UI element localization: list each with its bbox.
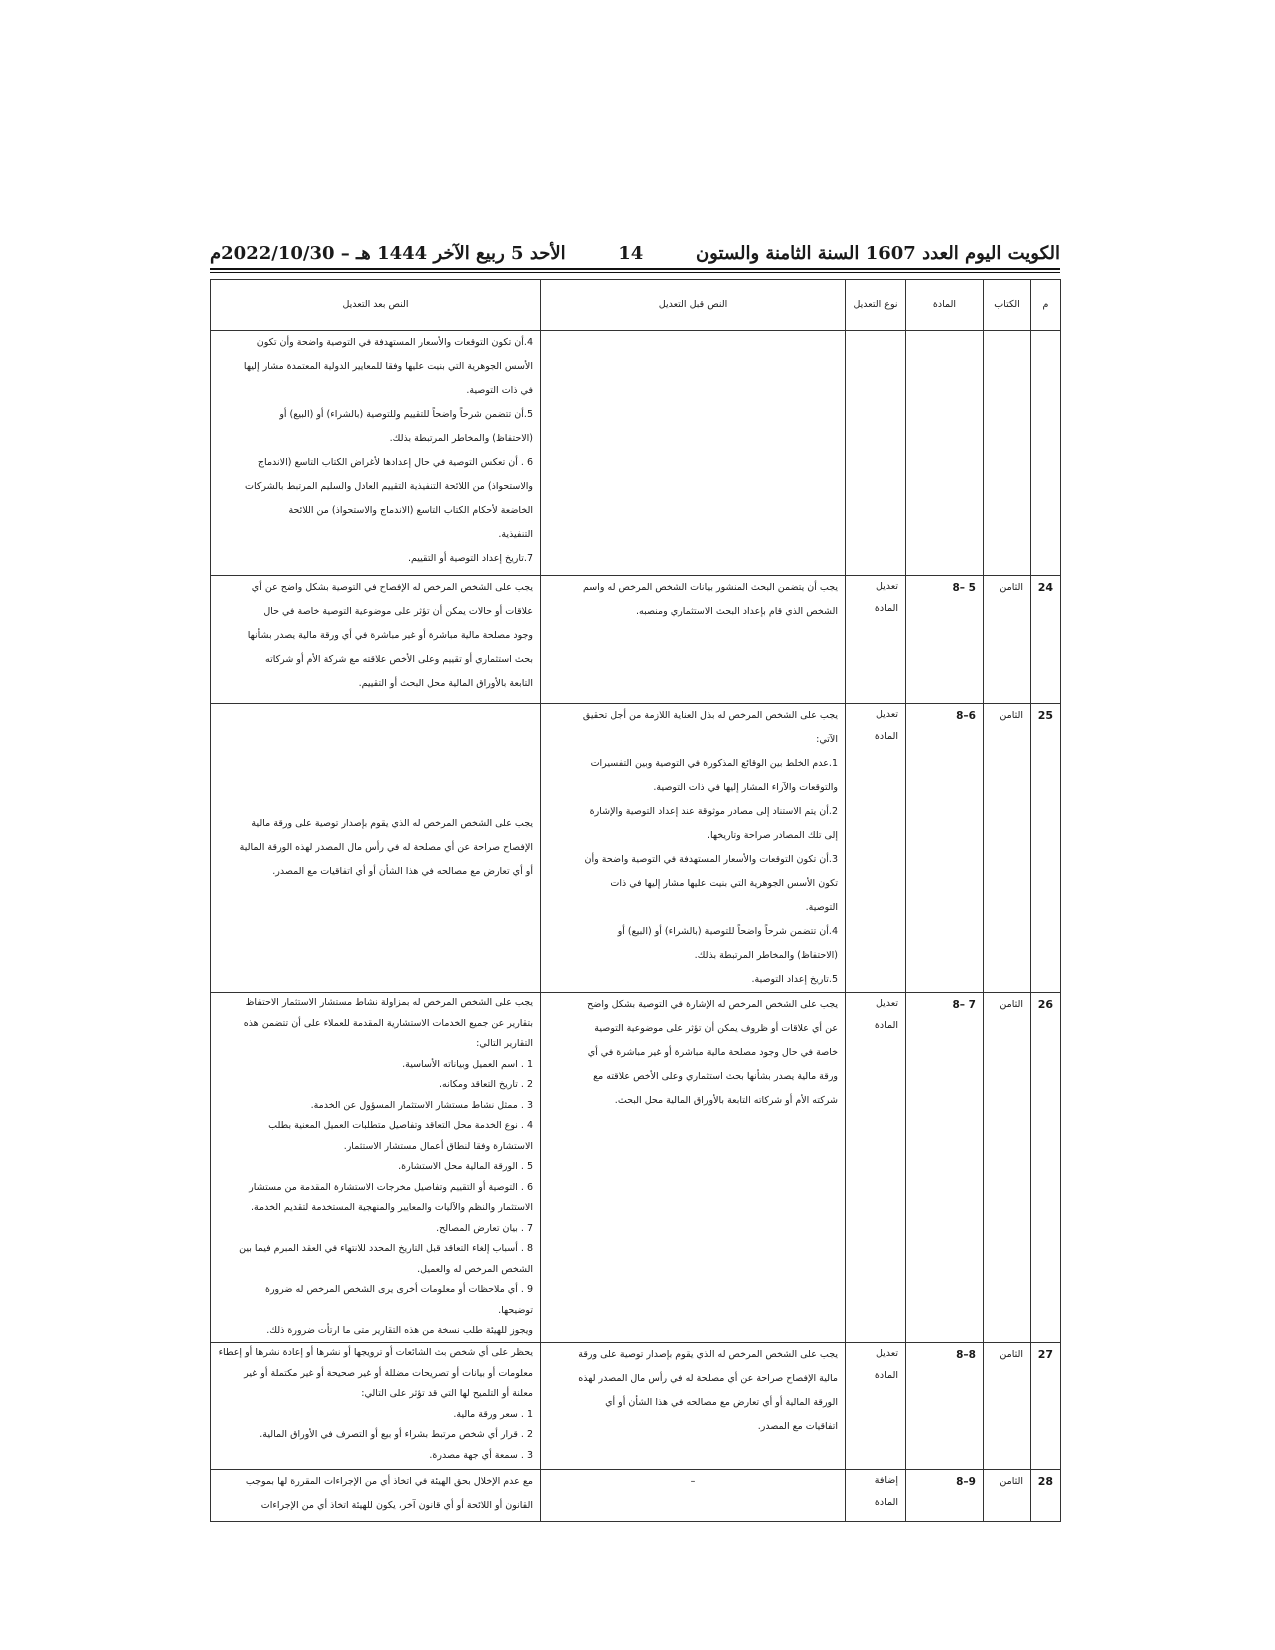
text-line: يجب على الشخص المرخص له الذي يقوم بإصدار توصية على ورقة xyxy=(578,1349,838,1360)
cell-num: 28 xyxy=(1031,1470,1061,1522)
cell-book: الثامن xyxy=(984,993,1031,1343)
header-rule-thin xyxy=(210,272,1060,273)
text-line: بتقارير عن جميع الخدمات الاستشارية المقدمة للعملاء على أن تتضمن هذه xyxy=(243,1017,533,1029)
text-line: يحظر على أي شخص بث الشائعات أو ترويجها أو نشرها أو إعادة نشرها أو إعطاء xyxy=(218,1347,533,1358)
text-line: وجود مصلحة مالية مباشرة أو غير مباشرة في أي ورقة مالية يصدر بشأنها xyxy=(247,630,533,641)
cell-num xyxy=(1031,331,1061,576)
col-header-after: النص بعد التعديل xyxy=(211,280,541,331)
text-line: تعديل xyxy=(875,709,898,720)
cell-article: 8–9 xyxy=(906,1470,984,1522)
cell-type xyxy=(846,704,906,993)
text-line: مالية الإفصاح صراحة عن أي مصلحة له في رأس مال المصدر لهذه xyxy=(578,1373,838,1384)
text-line: تعديل xyxy=(875,998,898,1009)
cell-article: 8– 5 xyxy=(906,576,984,704)
text-line: الآتي: xyxy=(816,734,838,745)
text-line: في ذات التوصية. xyxy=(466,385,533,396)
text-line: 2 . قرار أي شخص مرتبط بشراء أو بيع أو التصرف في الأوراق المالية. xyxy=(259,1429,533,1440)
cell-article xyxy=(906,331,984,576)
col-header-book: الكتاب xyxy=(984,280,1031,331)
cell-article: 8–8 xyxy=(906,1343,984,1470)
text-line: اتفاقيات مع المصدر. xyxy=(757,1421,838,1432)
cell-article: 8–6 xyxy=(906,704,984,993)
header-rule xyxy=(210,268,1060,270)
table-row-28 xyxy=(211,1470,1061,1522)
cell-after xyxy=(211,704,541,993)
page-header xyxy=(210,238,1060,268)
text-line: المادة xyxy=(874,731,898,742)
text-line: توضيحها. xyxy=(498,1304,533,1316)
text-line: 5.تاريخ إعداد التوصية. xyxy=(751,974,838,985)
cell-type xyxy=(846,1470,906,1522)
cell-after xyxy=(211,576,541,704)
cell-num: 24 xyxy=(1031,576,1061,704)
text-line: أو أي تعارض مع مصالحه في هذا الشأن أو أي اتفاقيات مع المصدر. xyxy=(272,866,533,877)
text-line: (الاحتفاظ) والمخاطر المرتبطة بذلك. xyxy=(389,433,533,444)
text-line: (الاحتفاظ) والمخاطر المرتبطة بذلك. xyxy=(694,950,838,961)
cell-after xyxy=(211,993,541,1343)
text-line: 6 . أن تعكس التوصية في حال إعدادها لأغراض الكتاب التاسع (الاندماج xyxy=(257,457,533,468)
text-line: التقارير التالي: xyxy=(476,1038,533,1049)
text-line: الشخص الذي قام بإعداد البحث الاستثماري ومنصبه. xyxy=(635,606,838,617)
text-line: 1 . اسم العميل وبياناته الأساسية. xyxy=(402,1058,533,1070)
text-line: 7.تاريخ إعداد التوصية أو التقييم. xyxy=(407,553,533,564)
cell-book: الثامن xyxy=(984,1343,1031,1470)
text-line: معلنة أو التلميح لها التي قد تؤثر على التالي: xyxy=(361,1388,533,1399)
table-row-27 xyxy=(211,1343,1061,1470)
col-header-before: النص قبل التعديل xyxy=(541,280,846,331)
text-line: 4.أن تكون التوقعات والأسعار المستهدفة في التوصية واضحة وأن تكون xyxy=(256,337,533,348)
text-line: الإفصاح صراحة عن أي مصلحة له في رأس مال المصدر لهذه الورقة المالية xyxy=(239,842,533,853)
text-line: يجب أن يتضمن البحث المنشور بيانات الشخص المرخص له واسم xyxy=(582,582,838,593)
text-line: يجب على الشخص المرخص له الإشارة في التوصية بشكل واضح xyxy=(587,999,838,1010)
text-line: 8 . أسباب إلغاء التعاقد قبل التاريخ المحدد للانتهاء في العقد المبرم فيما بين xyxy=(239,1243,533,1254)
text-line: إضافة xyxy=(874,1475,898,1486)
text-line: شركته الأم أو شركاته التابعة بالأوراق المالية محل البحث. xyxy=(614,1095,838,1106)
cell-after xyxy=(211,331,541,576)
text-line: 7 . بيان تعارض المصالح. xyxy=(436,1222,533,1234)
col-header-num: م xyxy=(1031,280,1061,331)
text-line: ويجوز للهيئة طلب نسخة من هذه التقارير متى ما ارتأت ضرورة ذلك. xyxy=(266,1325,533,1336)
text-line: علاقات أو حالات يمكن أن تؤثر على موضوعية التوصية خاصة في حال xyxy=(263,606,533,617)
text-line: تكون الأسس الجوهرية التي بنيت عليها مشار إليها في ذات xyxy=(610,878,838,889)
text-line: 5.أن تتضمن شرحاً واضحاً للتقييم وللتوصية (بالشراء) أو (البيع) أو xyxy=(279,409,533,420)
col-header-type: نوع التعديل xyxy=(846,280,906,331)
cell-type xyxy=(846,576,906,704)
text-line: الاستثمار والنظم والآليات والمعايير والمنهجية المستخدمة لتقديم الخدمة. xyxy=(250,1202,533,1213)
cell-article: 8– 7 xyxy=(906,993,984,1343)
cell-book: الثامن xyxy=(984,576,1031,704)
text-line: بحث استثماري أو تقييم وعلى الأخص علاقته مع شركة الأم أو شركاته xyxy=(264,654,533,665)
text-line: تعديل xyxy=(875,1348,898,1359)
text-line: الاستشارة وفقا لنطاق أعمال مستشار الاستثمار. xyxy=(343,1140,533,1152)
text-line: 1 . سعر ورقة مالية. xyxy=(453,1408,533,1420)
text-line: الخاضعة لأحكام الكتاب التاسع (الاندماج والاستحواذ) من اللائحة xyxy=(288,505,533,516)
cell-before xyxy=(541,1470,846,1522)
cell-num: 25 xyxy=(1031,704,1061,993)
text-line: المادة xyxy=(874,1370,898,1381)
text-line: 6 . التوصية أو التقييم وتفاصيل مخرجات الاستشارة المقدمة من مستشار xyxy=(249,1181,533,1193)
text-line: الورقة المالية أو أي تعارض مع مصالحه في هذا الشأن أو أي xyxy=(605,1397,838,1408)
cell-type xyxy=(846,993,906,1343)
text-line: التنفيذية. xyxy=(498,529,533,540)
amendments-table xyxy=(210,279,1061,1522)
text-line: المادة xyxy=(874,1020,898,1031)
text-line: التوصية. xyxy=(805,902,838,913)
cell-after xyxy=(211,1470,541,1522)
issue-date: الأحد 5 ربيع الآخر 1444 هـ – 2022/10/30م xyxy=(210,242,566,264)
text-line: 3 . سمعة أي جهة مصدرة. xyxy=(429,1449,533,1461)
text-line: 3 . ممثل نشاط مستشار الاستثمار المسؤول عن الخدمة. xyxy=(310,1099,533,1111)
text-line: يجب على الشخص المرخص له الإفصاح في التوصية بشكل واضح عن أي xyxy=(251,582,533,593)
cell-book: الثامن xyxy=(984,1470,1031,1522)
cell-before xyxy=(541,993,846,1343)
text-line: المادة xyxy=(874,1497,898,1508)
text-line: 2 . تاريخ التعاقد ومكانه. xyxy=(438,1079,533,1090)
gazette-issue-info: الكويت اليوم العدد 1607 السنة الثامنة والستون xyxy=(695,242,1060,264)
text-line: الأسس الجوهرية التي بنيت عليها وفقا للمعايير الدولية المعتمدة مشار إليها xyxy=(243,361,533,372)
text-line: ورقة مالية يصدر بشأنها بحث استثماري وعلى الأخص علاقته مع xyxy=(593,1071,838,1082)
text-line: التابعة بالأوراق المالية محل البحث أو التقييم. xyxy=(358,678,533,689)
cell-num: 26 xyxy=(1031,993,1061,1343)
cell-before xyxy=(541,1343,846,1470)
cell-num: 27 xyxy=(1031,1343,1061,1470)
text-line: 9 . أي ملاحظات أو معلومات أخرى يرى الشخص المرخص له ضرورة xyxy=(264,1284,533,1295)
text-line: 4.أن تتضمن شرحاً واضحاً للتوصية (بالشراء) أو (البيع) أو xyxy=(617,926,838,937)
text-line: إلى تلك المصادر صراحة وتاريخها. xyxy=(706,830,838,841)
cell-before xyxy=(541,704,846,993)
text-line: القانون أو اللائحة أو أي قانون آخر، يكون للهيئة اتخاذ أي من الإجراءات xyxy=(260,1500,533,1511)
text-line: – xyxy=(690,1476,696,1487)
text-line: تعديل xyxy=(875,581,898,592)
table-header-row xyxy=(211,280,1061,331)
cell-before xyxy=(541,576,846,704)
col-header-article: المادة xyxy=(906,280,984,331)
text-line: 1.عدم الخلط بين الوقائع المذكورة في التوصية وبين التفسيرات xyxy=(590,758,838,769)
table-row-26 xyxy=(211,993,1061,1343)
cell-before xyxy=(541,331,846,576)
text-line: يجب على الشخص المرخص له بمزاولة نشاط مستشار الاستثمار الاحتفاظ xyxy=(245,997,533,1008)
text-line: 2.أن يتم الاستناد إلى مصادر موثوقة عند إعداد التوصية والإشارة xyxy=(589,806,838,817)
text-line: مع عدم الإخلال بحق الهيئة في اتخاذ أي من الإجراءات المقررة لها بموجب xyxy=(245,1476,533,1487)
text-line: 3.أن تكون التوقعات والأسعار المستهدفة في التوصية واضحة وأن xyxy=(584,854,838,865)
cell-book xyxy=(984,331,1031,576)
text-line: خاصة في حال وجود مصلحة مالية مباشرة أو غير مباشرة في أي xyxy=(587,1047,838,1058)
text-line: يجب على الشخص المرخص له بذل العناية اللازمة من أجل تحقيق xyxy=(582,710,838,721)
text-line: الشخص المرخص له والعميل. xyxy=(417,1263,533,1275)
page-number: 14 xyxy=(618,242,644,264)
text-line: المادة xyxy=(874,603,898,614)
table-row-continuation xyxy=(211,331,1061,576)
text-line: 5 . الورقة المالية محل الاستشارة. xyxy=(398,1161,533,1172)
text-line: والتوقعات والآراء المشار إليها في ذات التوصية. xyxy=(653,782,838,793)
text-line: 4 . نوع الخدمة محل التعاقد وتفاصيل متطلبات العميل المعنية بطلب xyxy=(268,1120,533,1131)
table-row-24 xyxy=(211,576,1061,704)
cell-type xyxy=(846,331,906,576)
table-row-25 xyxy=(211,704,1061,993)
text-line: والاستحواذ) من اللائحة التنفيذية التقييم العادل والسليم المرتبط بالشركات xyxy=(245,481,533,492)
text-line: يجب على الشخص المرخص له الذي يقوم بإصدار توصية على ورقة مالية xyxy=(251,818,533,829)
text-line: معلومات أو بيانات أو تصريحات مضللة أو غير صحيحة أو غير مكتملة أو غير xyxy=(244,1367,533,1379)
cell-type xyxy=(846,1343,906,1470)
cell-book: الثامن xyxy=(984,704,1031,993)
cell-after xyxy=(211,1343,541,1470)
text-line: عن أي علاقات أو ظروف يمكن أن تؤثر على موضوعية التوصية xyxy=(594,1023,838,1034)
